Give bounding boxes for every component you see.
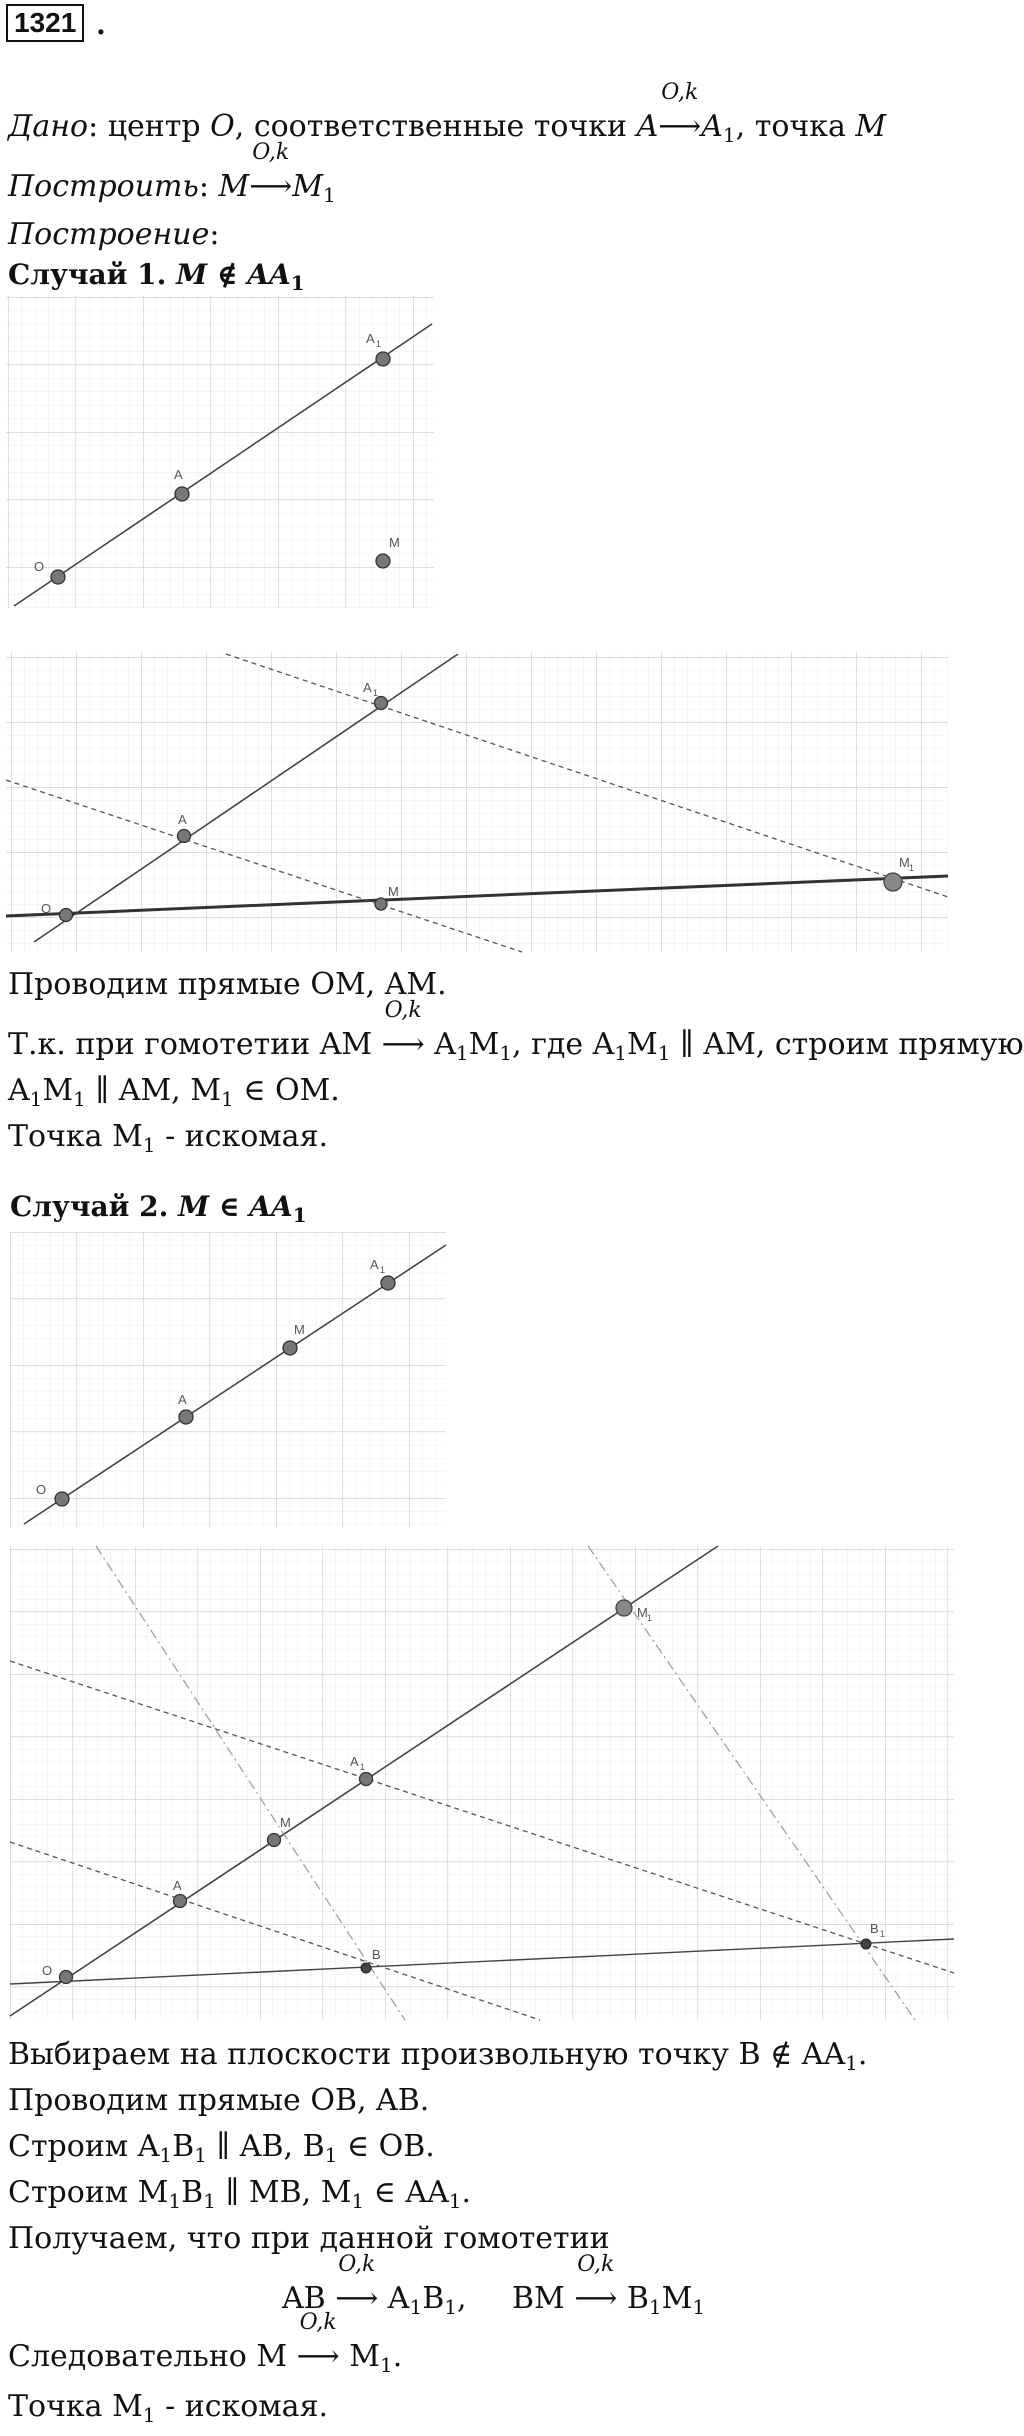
label-a1: A <box>370 1257 379 1272</box>
case2-line5-text: Получаем, что при данной гомотетии <box>8 2221 610 2256</box>
case2-line6-arrow1-sym: ⟶ <box>335 2281 379 2316</box>
case1-line2-f: ∥ AM, строим прямую <box>670 1027 1024 1062</box>
label-b1-sub: 1 <box>880 1929 886 1939</box>
label-a1-sub: 1 <box>373 688 379 698</box>
construction-colon: : <box>209 217 220 252</box>
construct-arrow <box>249 140 293 206</box>
label-a1: A <box>350 1754 359 1769</box>
case1-line4 <box>8 1118 328 1156</box>
case2-line4-d: ∈ AA <box>364 2175 449 2210</box>
construct-arrow-sym: ⟶ <box>249 169 293 204</box>
construct-text: : <box>198 169 219 204</box>
label-a1: A <box>363 680 372 695</box>
point-b <box>361 1963 371 1973</box>
case2-line7-sub: 1 <box>379 2353 393 2377</box>
case1-line3 <box>8 1072 340 1110</box>
construct-m1-sub: 1 <box>322 183 336 207</box>
construct-m: M <box>218 169 250 204</box>
construction-label: Построение <box>8 217 210 252</box>
case2-cond: M ∈ AA <box>178 1190 293 1223</box>
case1-title-text: Случай 1. <box>8 258 177 291</box>
label-m: M <box>280 1815 291 1830</box>
case2-line8-a: Точка M <box>8 2389 143 2424</box>
given-a1-sub: 1 <box>722 123 736 147</box>
case2-line2-text: Проводим прямые OB, AB. <box>8 2083 430 2118</box>
case2-line7-a: Следовательно M <box>8 2339 297 2374</box>
case1-line3-sub1: 1 <box>29 1087 43 1111</box>
case1-line2-sub1: 1 <box>455 1041 469 1065</box>
label-b1: B <box>870 1921 879 1936</box>
case2-line6-arrow2-over: O,k <box>577 2252 615 2277</box>
case1-figure-1 <box>6 296 434 608</box>
case2-line7 <box>8 2310 403 2377</box>
case2-line3 <box>8 2128 435 2166</box>
label-m: M <box>294 1322 305 1337</box>
point-m <box>375 898 387 910</box>
point-a <box>179 1410 193 1424</box>
point-a1 <box>381 1276 395 1290</box>
case2-line8 <box>8 2388 328 2426</box>
case2-line3-sub3: 1 <box>324 2143 338 2167</box>
given-arrow-over: O,k <box>661 80 699 105</box>
case1-line4-sub: 1 <box>142 1133 156 1157</box>
point-o <box>60 909 73 922</box>
construct-arrow-over: O,k <box>252 140 290 165</box>
given-text3: , точка <box>735 109 856 144</box>
case2-line3-c: ∥ AB, B <box>206 2129 325 2164</box>
point-m <box>376 554 390 568</box>
case2-line3-b: B <box>172 2129 195 2164</box>
label-m: M <box>389 535 400 550</box>
construct-m1: M <box>292 169 323 204</box>
label-a1-sub: 1 <box>360 1762 366 1772</box>
problem-number: 1321 <box>6 4 84 42</box>
case1-line2-sub2: 1 <box>499 1041 513 1065</box>
case2-line4-b: B <box>181 2175 204 2210</box>
case1-cond: M ∉ AA <box>176 258 291 291</box>
case2-line4-e: . <box>461 2175 472 2210</box>
label-m1: M <box>637 1605 648 1620</box>
label-o: O <box>34 559 45 574</box>
case2-line7-arrow-over: O,k <box>299 2310 337 2335</box>
case1-line2-arrow <box>381 998 425 1064</box>
point-a1 <box>375 697 388 710</box>
point-a <box>174 1895 187 1908</box>
case1-line2-b: A <box>424 1027 456 1062</box>
case2-line5 <box>8 2220 610 2258</box>
case1-line2-e: M <box>627 1027 658 1062</box>
point-a1 <box>360 1773 373 1786</box>
given-label: Дано <box>8 109 89 144</box>
case2-line6-arrow2-sym: ⟶ <box>574 2281 618 2316</box>
case2-line6-sub3: 1 <box>648 2295 662 2319</box>
case2-line1 <box>8 2036 867 2074</box>
given-m: M <box>855 109 887 144</box>
case2-line6-g: M <box>661 2281 693 2316</box>
point-a1 <box>376 352 390 366</box>
case1-line2-sub3: 1 <box>614 1041 628 1065</box>
point-b1 <box>861 1939 871 1949</box>
label-a1-sub: 1 <box>376 339 382 349</box>
construct-label: Построить <box>8 169 199 204</box>
case2-line3-sub2: 1 <box>194 2143 207 2167</box>
case2-line2 <box>8 2082 429 2120</box>
point-m <box>283 1341 297 1355</box>
case2-line7-c: . <box>392 2339 403 2374</box>
given-arrow-sym: ⟶ <box>658 109 702 144</box>
case2-line8-sub: 1 <box>142 2403 156 2427</box>
point-a <box>178 830 191 843</box>
case1-line3-c: ∥ AM, M <box>85 1073 221 1108</box>
case2-line4-sub1: 1 <box>168 2189 182 2213</box>
case2-line1-b: . <box>857 2037 868 2072</box>
case2-line4-c: ∥ MB, M <box>215 2175 352 2210</box>
case2-line6-d: , <box>456 2281 467 2316</box>
label-m1: M <box>899 855 910 870</box>
case1-line2 <box>8 998 1024 1065</box>
given-arrow <box>658 80 702 146</box>
case1-line2-arrow-over: O,k <box>384 998 422 1023</box>
case2-title <box>10 1190 307 1227</box>
label-a: A <box>173 1878 182 1893</box>
case2-line1-a: Выбираем на плоскости произвольную точку B ∉ AA <box>8 2037 846 2072</box>
label-a1: A <box>366 331 375 346</box>
case1-cond-sub: 1 <box>290 271 305 295</box>
case1-line2-a: Т.к. при гомотетии AM <box>8 1027 382 1062</box>
case2-figure-2 <box>10 1546 954 2020</box>
case1-line4-a: Точка M <box>8 1119 143 1154</box>
label-m1-sub: 1 <box>909 863 915 873</box>
point-a <box>175 487 189 501</box>
case1-line3-a: A <box>8 1073 30 1108</box>
case1-line3-d: ∈ OM. <box>233 1073 340 1108</box>
case2-line8-b: - искомая. <box>155 2389 329 2424</box>
case2-line1-sub: 1 <box>845 2051 858 2075</box>
label-o: O <box>41 901 52 916</box>
case1-line2-arrow-sym: ⟶ <box>381 1027 425 1062</box>
case1-line1 <box>8 966 447 1004</box>
label-o: O <box>42 1963 53 1978</box>
case1-line2-d: , где A <box>512 1027 615 1062</box>
case2-line4-sub4: 1 <box>448 2189 462 2213</box>
case1-line3-sub3: 1 <box>220 1087 234 1111</box>
point-m1 <box>616 1600 632 1616</box>
case1-line2-c: M <box>468 1027 500 1062</box>
point-m1 <box>884 873 902 891</box>
case2-line3-d: ∈ OB. <box>337 2129 435 2164</box>
label-a: A <box>178 812 187 827</box>
case2-line6-e: BM <box>512 2281 575 2316</box>
case2-line6-b: A <box>378 2281 410 2316</box>
case2-line6-arrow1-over: O,k <box>338 2252 376 2277</box>
case2-line4-a: Строим M <box>8 2175 169 2210</box>
case1-figure-2 <box>6 652 948 952</box>
label-m: M <box>388 884 399 899</box>
label-a: A <box>178 1392 187 1407</box>
point-o <box>55 1492 69 1506</box>
given-o: O <box>210 109 235 144</box>
given-line <box>8 80 887 147</box>
label-a1-sub: 1 <box>380 1265 386 1275</box>
problem-number-dot: . <box>96 8 106 41</box>
case2-line6-a: AB <box>282 2281 336 2316</box>
point-o <box>51 570 65 584</box>
case2-line4-sub2: 1 <box>203 2189 216 2213</box>
given-a: A <box>636 109 659 144</box>
case2-line6-sub1: 1 <box>409 2295 423 2319</box>
given-text1: : центр <box>88 109 211 144</box>
case2-line6-sub4: 1 <box>692 2295 706 2319</box>
case2-line4 <box>8 2174 471 2212</box>
case2-line6-arrow1 <box>335 2252 379 2318</box>
given-text2: , соответственные точки <box>234 109 637 144</box>
label-b: B <box>372 1947 381 1962</box>
case2-line6-right <box>512 2252 706 2319</box>
case2-line6-arrow2 <box>574 2252 618 2318</box>
label-o: O <box>36 1482 47 1497</box>
given-a1: A <box>701 109 723 144</box>
case2-line6-c: B <box>422 2281 445 2316</box>
label-m1-sub: 1 <box>647 1613 653 1623</box>
case2-cond-sub: 1 <box>292 1203 307 1227</box>
case2-line3-a: Строим A <box>8 2129 160 2164</box>
case2-line7-arrow <box>296 2310 340 2376</box>
case2-line7-arrow-sym: ⟶ <box>296 2339 340 2374</box>
case2-line6-f: B <box>617 2281 649 2316</box>
point-o <box>60 1971 73 1984</box>
construct-line <box>8 140 336 207</box>
case1-line4-b: - искомая. <box>155 1119 329 1154</box>
label-a: A <box>174 467 183 482</box>
case1-line2-sub4: 1 <box>657 1041 671 1065</box>
case2-line3-sub1: 1 <box>159 2143 173 2167</box>
case2-line4-sub3: 1 <box>351 2189 365 2213</box>
case1-title <box>8 258 305 295</box>
point-m <box>268 1834 281 1847</box>
case1-line1-text: Проводим прямые OM, AM. <box>8 967 447 1002</box>
case1-line3-b: M <box>42 1073 74 1108</box>
case2-line6-sub2: 1 <box>444 2295 457 2319</box>
case2-figure-1 <box>10 1232 446 1528</box>
case2-line7-b: M <box>339 2339 380 2374</box>
case1-line3-sub2: 1 <box>73 1087 86 1111</box>
case2-title-text: Случай 2. <box>10 1190 179 1223</box>
construction-line <box>8 216 219 254</box>
